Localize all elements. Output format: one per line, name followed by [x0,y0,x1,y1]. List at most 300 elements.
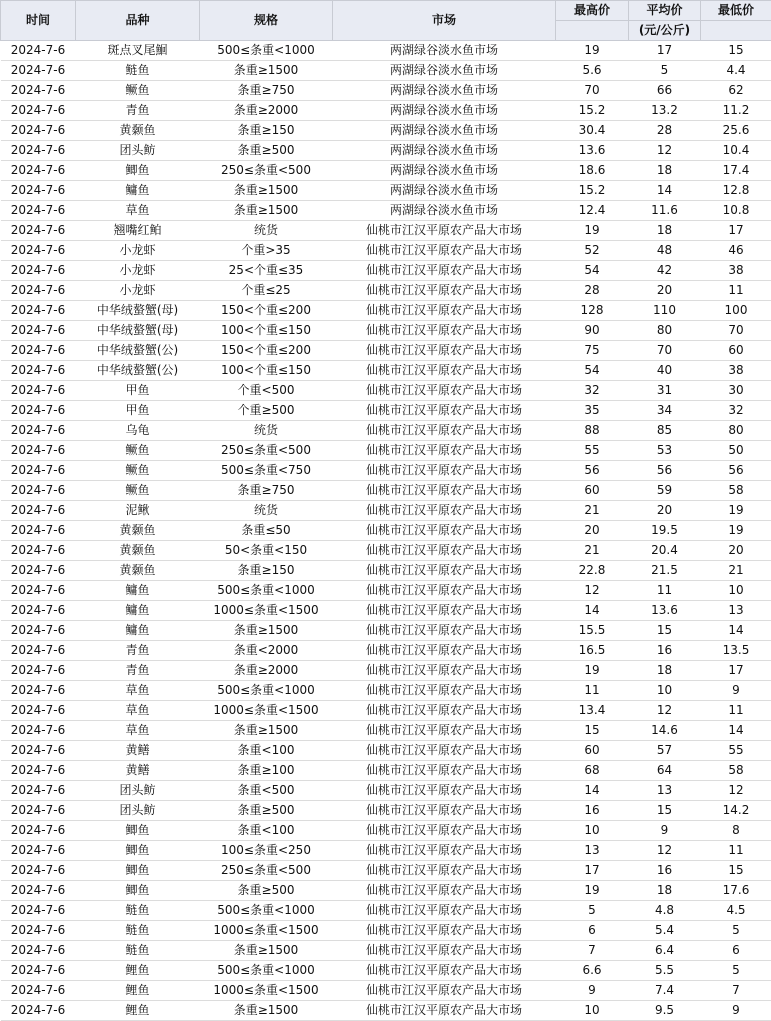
date-cell: 2024-7-6 [1,361,76,381]
kind-cell: 鲫鱼 [76,821,200,841]
spec-cell: 个重>35 [200,241,333,261]
min-price-cell: 80 [701,421,771,441]
kind-cell: 鲤鱼 [76,961,200,981]
max-price-cell: 54 [556,261,629,281]
date-cell: 2024-7-6 [1,41,76,61]
min-price-cell: 7 [701,981,771,1001]
min-price-cell: 12.8 [701,181,771,201]
table-row [1,481,771,501]
spec-cell: 条重≥1500 [200,1001,333,1021]
min-price-cell: 17 [701,221,771,241]
date-cell: 2024-7-6 [1,261,76,281]
avg-price-cell: 18 [629,161,701,181]
date-cell: 2024-7-6 [1,401,76,421]
kind-cell: 鳙鱼 [76,601,200,621]
market-cell: 仙桃市江汉平原农产品大市场 [333,321,556,341]
min-price-cell: 20 [701,541,771,561]
market-cell: 仙桃市江汉平原农产品大市场 [333,501,556,521]
header-kind: 品种 [76,1,200,41]
kind-cell: 团头鲂 [76,781,200,801]
date-cell: 2024-7-6 [1,921,76,941]
min-price-cell: 11 [701,281,771,301]
date-cell: 2024-7-6 [1,601,76,621]
table-row [1,221,771,241]
kind-cell: 鲢鱼 [76,921,200,941]
max-price-cell: 14 [556,601,629,621]
date-cell: 2024-7-6 [1,961,76,981]
table-row [1,81,771,101]
market-cell: 仙桃市江汉平原农产品大市场 [333,441,556,461]
min-price-cell: 4.4 [701,61,771,81]
spec-cell: 150<个重≤200 [200,301,333,321]
kind-cell: 鳜鱼 [76,481,200,501]
date-cell: 2024-7-6 [1,981,76,1001]
kind-cell: 小龙虾 [76,281,200,301]
date-cell: 2024-7-6 [1,301,76,321]
header-date: 时间 [1,1,76,41]
max-price-cell: 88 [556,421,629,441]
max-price-cell: 55 [556,441,629,461]
kind-cell: 黄颡鱼 [76,521,200,541]
avg-price-cell: 12 [629,141,701,161]
spec-cell: 条重≥150 [200,121,333,141]
min-price-cell: 46 [701,241,771,261]
table-row [1,581,771,601]
min-price-cell: 4.5 [701,901,771,921]
market-cell: 仙桃市江汉平原农产品大市场 [333,821,556,841]
market-cell: 仙桃市江汉平原农产品大市场 [333,921,556,941]
market-cell: 两湖绿谷淡水鱼市场 [333,61,556,81]
table-row [1,321,771,341]
min-price-cell: 12 [701,781,771,801]
avg-price-cell: 20.4 [629,541,701,561]
max-price-cell: 10 [556,821,629,841]
date-cell: 2024-7-6 [1,241,76,261]
table-row [1,401,771,421]
spec-cell: 100<个重≤150 [200,361,333,381]
avg-price-cell: 15 [629,621,701,641]
table-row [1,601,771,621]
date-cell: 2024-7-6 [1,801,76,821]
table-row [1,161,771,181]
spec-cell: 条重<2000 [200,641,333,661]
avg-price-cell: 5.5 [629,961,701,981]
market-cell: 仙桃市江汉平原农产品大市场 [333,761,556,781]
min-price-cell: 8 [701,821,771,841]
max-price-cell: 30.4 [556,121,629,141]
min-price-cell: 25.6 [701,121,771,141]
avg-price-cell: 14 [629,181,701,201]
table-row [1,941,771,961]
avg-price-cell: 9.5 [629,1001,701,1021]
spec-cell: 条重<100 [200,821,333,841]
avg-price-cell: 19.5 [629,521,701,541]
kind-cell: 黄鳝 [76,761,200,781]
market-cell: 仙桃市江汉平原农产品大市场 [333,621,556,641]
avg-price-cell: 59 [629,481,701,501]
avg-price-cell: 20 [629,281,701,301]
min-price-cell: 14.2 [701,801,771,821]
min-price-cell: 30 [701,381,771,401]
max-price-cell: 6.6 [556,961,629,981]
market-cell: 两湖绿谷淡水鱼市场 [333,181,556,201]
min-price-cell: 15 [701,41,771,61]
avg-price-cell: 13 [629,781,701,801]
min-price-cell: 14 [701,721,771,741]
table-row [1,541,771,561]
min-price-cell: 11.2 [701,101,771,121]
kind-cell: 草鱼 [76,201,200,221]
date-cell: 2024-7-6 [1,141,76,161]
table-row [1,101,771,121]
spec-cell: 50<条重<150 [200,541,333,561]
max-price-cell: 70 [556,81,629,101]
market-cell: 仙桃市江汉平原农产品大市场 [333,781,556,801]
spec-cell: 100≤条重<250 [200,841,333,861]
date-cell: 2024-7-6 [1,821,76,841]
spec-cell: 1000≤条重<1500 [200,601,333,621]
kind-cell: 鳙鱼 [76,181,200,201]
table-row [1,661,771,681]
kind-cell: 中华绒螯蟹(母) [76,321,200,341]
kind-cell: 鲤鱼 [76,981,200,1001]
date-cell: 2024-7-6 [1,541,76,561]
date-cell: 2024-7-6 [1,621,76,641]
spec-cell: 条重≥1500 [200,721,333,741]
avg-price-cell: 16 [629,641,701,661]
date-cell: 2024-7-6 [1,201,76,221]
table-row [1,501,771,521]
table-row [1,121,771,141]
max-price-cell: 128 [556,301,629,321]
avg-price-cell: 18 [629,221,701,241]
header-market: 市场 [333,1,556,41]
spec-cell: 250≤条重<500 [200,861,333,881]
max-price-cell: 16 [556,801,629,821]
spec-cell: 条重≥750 [200,481,333,501]
date-cell: 2024-7-6 [1,901,76,921]
spec-cell: 个重≤25 [200,281,333,301]
market-cell: 仙桃市江汉平原农产品大市场 [333,561,556,581]
date-cell: 2024-7-6 [1,221,76,241]
max-price-cell: 21 [556,501,629,521]
avg-price-cell: 66 [629,81,701,101]
min-price-cell: 50 [701,441,771,461]
min-price-cell: 70 [701,321,771,341]
kind-cell: 甲鱼 [76,401,200,421]
spec-cell: 条重≥2000 [200,101,333,121]
table-header [1,1,771,41]
kind-cell: 团头鲂 [76,801,200,821]
market-cell: 仙桃市江汉平原农产品大市场 [333,681,556,701]
max-price-cell: 19 [556,881,629,901]
market-cell: 仙桃市江汉平原农产品大市场 [333,881,556,901]
spec-cell: 条重≥750 [200,81,333,101]
spec-cell: 个重<500 [200,381,333,401]
spec-cell: 条重≥1500 [200,61,333,81]
avg-price-cell: 18 [629,881,701,901]
min-price-cell: 19 [701,521,771,541]
max-price-cell: 32 [556,381,629,401]
table-row [1,881,771,901]
max-price-cell: 19 [556,221,629,241]
spec-cell: 个重≥500 [200,401,333,421]
market-cell: 仙桃市江汉平原农产品大市场 [333,701,556,721]
header-max-price: 最高价 [556,1,629,21]
kind-cell: 鲢鱼 [76,941,200,961]
market-cell: 仙桃市江汉平原农产品大市场 [333,301,556,321]
spec-cell: 条重≥500 [200,881,333,901]
spec-cell: 1000≤条重<1500 [200,981,333,1001]
kind-cell: 斑点叉尾鮰 [76,41,200,61]
max-price-cell: 13.6 [556,141,629,161]
date-cell: 2024-7-6 [1,321,76,341]
date-cell: 2024-7-6 [1,441,76,461]
date-cell: 2024-7-6 [1,841,76,861]
kind-cell: 鲫鱼 [76,861,200,881]
max-price-cell: 18.6 [556,161,629,181]
avg-price-cell: 15 [629,801,701,821]
spec-cell: 500≤条重<1000 [200,961,333,981]
spec-cell: 条重≥1500 [200,181,333,201]
date-cell: 2024-7-6 [1,721,76,741]
market-cell: 两湖绿谷淡水鱼市场 [333,41,556,61]
min-price-cell: 14 [701,621,771,641]
avg-price-cell: 70 [629,341,701,361]
kind-cell: 泥鳅 [76,501,200,521]
date-cell: 2024-7-6 [1,861,76,881]
min-price-cell: 13.5 [701,641,771,661]
date-cell: 2024-7-6 [1,501,76,521]
avg-price-cell: 4.8 [629,901,701,921]
spec-cell: 统货 [200,421,333,441]
table-row [1,301,771,321]
spec-cell: 25<个重≤35 [200,261,333,281]
kind-cell: 小龙虾 [76,261,200,281]
spec-cell: 条重<500 [200,781,333,801]
min-price-cell: 13 [701,601,771,621]
min-price-cell: 5 [701,961,771,981]
header-unit: (元/公斤) [629,21,701,41]
table-row [1,981,771,1001]
kind-cell: 黄颡鱼 [76,561,200,581]
date-cell: 2024-7-6 [1,741,76,761]
spec-cell: 500≤条重<750 [200,461,333,481]
max-price-cell: 13.4 [556,701,629,721]
avg-price-cell: 14.6 [629,721,701,741]
avg-price-cell: 28 [629,121,701,141]
kind-cell: 小龙虾 [76,241,200,261]
date-cell: 2024-7-6 [1,461,76,481]
table-row [1,621,771,641]
market-cell: 仙桃市江汉平原农产品大市场 [333,221,556,241]
avg-price-cell: 40 [629,361,701,381]
date-cell: 2024-7-6 [1,161,76,181]
avg-price-cell: 31 [629,381,701,401]
max-price-cell: 9 [556,981,629,1001]
spec-cell: 500≤条重<1000 [200,581,333,601]
table-row [1,701,771,721]
table-row [1,821,771,841]
table-row [1,281,771,301]
spec-cell: 150<个重≤200 [200,341,333,361]
avg-price-cell: 11 [629,581,701,601]
max-price-cell: 21 [556,541,629,561]
market-cell: 仙桃市江汉平原农产品大市场 [333,641,556,661]
min-price-cell: 6 [701,941,771,961]
header-spec: 规格 [200,1,333,41]
market-cell: 仙桃市江汉平原农产品大市场 [333,521,556,541]
spec-cell: 250≤条重<500 [200,161,333,181]
avg-price-cell: 5 [629,61,701,81]
date-cell: 2024-7-6 [1,561,76,581]
table-row [1,921,771,941]
kind-cell: 鲫鱼 [76,841,200,861]
kind-cell: 草鱼 [76,701,200,721]
spec-cell: 500≤条重<1000 [200,681,333,701]
avg-price-cell: 16 [629,861,701,881]
max-price-cell: 6 [556,921,629,941]
kind-cell: 鲢鱼 [76,901,200,921]
spec-cell: 1000≤条重<1500 [200,921,333,941]
market-cell: 仙桃市江汉平原农产品大市场 [333,421,556,441]
max-price-cell: 19 [556,41,629,61]
table-row [1,181,771,201]
max-price-cell: 19 [556,661,629,681]
min-price-cell: 62 [701,81,771,101]
max-price-cell: 5 [556,901,629,921]
kind-cell: 鲤鱼 [76,1001,200,1021]
spec-cell: 条重≥1500 [200,621,333,641]
table-row [1,381,771,401]
avg-price-cell: 13.6 [629,601,701,621]
kind-cell: 甲鱼 [76,381,200,401]
market-cell: 仙桃市江汉平原农产品大市场 [333,901,556,921]
market-cell: 两湖绿谷淡水鱼市场 [333,201,556,221]
table-row [1,901,771,921]
table-row [1,561,771,581]
table-row [1,141,771,161]
spec-cell: 1000≤条重<1500 [200,701,333,721]
table-row [1,441,771,461]
spec-cell: 统货 [200,501,333,521]
min-price-cell: 17.4 [701,161,771,181]
date-cell: 2024-7-6 [1,181,76,201]
min-price-cell: 9 [701,1001,771,1021]
table-row [1,341,771,361]
max-price-cell: 68 [556,761,629,781]
min-price-cell: 60 [701,341,771,361]
avg-price-cell: 10 [629,681,701,701]
kind-cell: 鳙鱼 [76,581,200,601]
kind-cell: 团头鲂 [76,141,200,161]
max-price-cell: 15.2 [556,101,629,121]
table-row [1,741,771,761]
min-price-cell: 5 [701,921,771,941]
date-cell: 2024-7-6 [1,101,76,121]
min-price-cell: 100 [701,301,771,321]
min-price-cell: 11 [701,701,771,721]
date-cell: 2024-7-6 [1,641,76,661]
min-price-cell: 58 [701,761,771,781]
avg-price-cell: 34 [629,401,701,421]
kind-cell: 草鱼 [76,681,200,701]
spec-cell: 500≤条重<1000 [200,901,333,921]
spec-cell: 条重≥2000 [200,661,333,681]
avg-price-cell: 9 [629,821,701,841]
max-price-cell: 20 [556,521,629,541]
market-cell: 仙桃市江汉平原农产品大市场 [333,981,556,1001]
date-cell: 2024-7-6 [1,61,76,81]
market-cell: 仙桃市江汉平原农产品大市场 [333,401,556,421]
market-cell: 两湖绿谷淡水鱼市场 [333,121,556,141]
market-cell: 两湖绿谷淡水鱼市场 [333,161,556,181]
avg-price-cell: 18 [629,661,701,681]
avg-price-cell: 12 [629,841,701,861]
table-row [1,641,771,661]
table-row [1,721,771,741]
max-price-cell: 22.8 [556,561,629,581]
min-price-cell: 17 [701,661,771,681]
avg-price-cell: 42 [629,261,701,281]
kind-cell: 青鱼 [76,661,200,681]
min-price-cell: 58 [701,481,771,501]
max-price-cell: 16.5 [556,641,629,661]
kind-cell: 黄颡鱼 [76,541,200,561]
spec-cell: 条重<100 [200,741,333,761]
min-price-cell: 38 [701,261,771,281]
min-price-cell: 9 [701,681,771,701]
table-row [1,801,771,821]
kind-cell: 中华绒螯蟹(公) [76,361,200,381]
market-cell: 两湖绿谷淡水鱼市场 [333,81,556,101]
min-price-cell: 38 [701,361,771,381]
date-cell: 2024-7-6 [1,521,76,541]
date-cell: 2024-7-6 [1,121,76,141]
table-row [1,421,771,441]
market-cell: 仙桃市江汉平原农产品大市场 [333,721,556,741]
date-cell: 2024-7-6 [1,661,76,681]
min-price-cell: 55 [701,741,771,761]
market-cell: 仙桃市江汉平原农产品大市场 [333,801,556,821]
market-cell: 仙桃市江汉平原农产品大市场 [333,541,556,561]
spec-cell: 条重≥150 [200,561,333,581]
kind-cell: 青鱼 [76,101,200,121]
kind-cell: 草鱼 [76,721,200,741]
avg-price-cell: 80 [629,321,701,341]
table-row [1,261,771,281]
kind-cell: 黄颡鱼 [76,121,200,141]
table-row [1,41,771,61]
kind-cell: 黄鳝 [76,741,200,761]
table-row [1,461,771,481]
market-cell: 仙桃市江汉平原农产品大市场 [333,481,556,501]
date-cell: 2024-7-6 [1,581,76,601]
kind-cell: 鳜鱼 [76,441,200,461]
max-price-cell: 7 [556,941,629,961]
date-cell: 2024-7-6 [1,761,76,781]
avg-price-cell: 7.4 [629,981,701,1001]
table-row [1,1001,771,1021]
avg-price-cell: 56 [629,461,701,481]
min-price-cell: 56 [701,461,771,481]
date-cell: 2024-7-6 [1,781,76,801]
avg-price-cell: 12 [629,701,701,721]
market-cell: 仙桃市江汉平原农产品大市场 [333,381,556,401]
spec-cell: 100<个重≤150 [200,321,333,341]
spec-cell: 条重≥1500 [200,941,333,961]
market-cell: 仙桃市江汉平原农产品大市场 [333,661,556,681]
